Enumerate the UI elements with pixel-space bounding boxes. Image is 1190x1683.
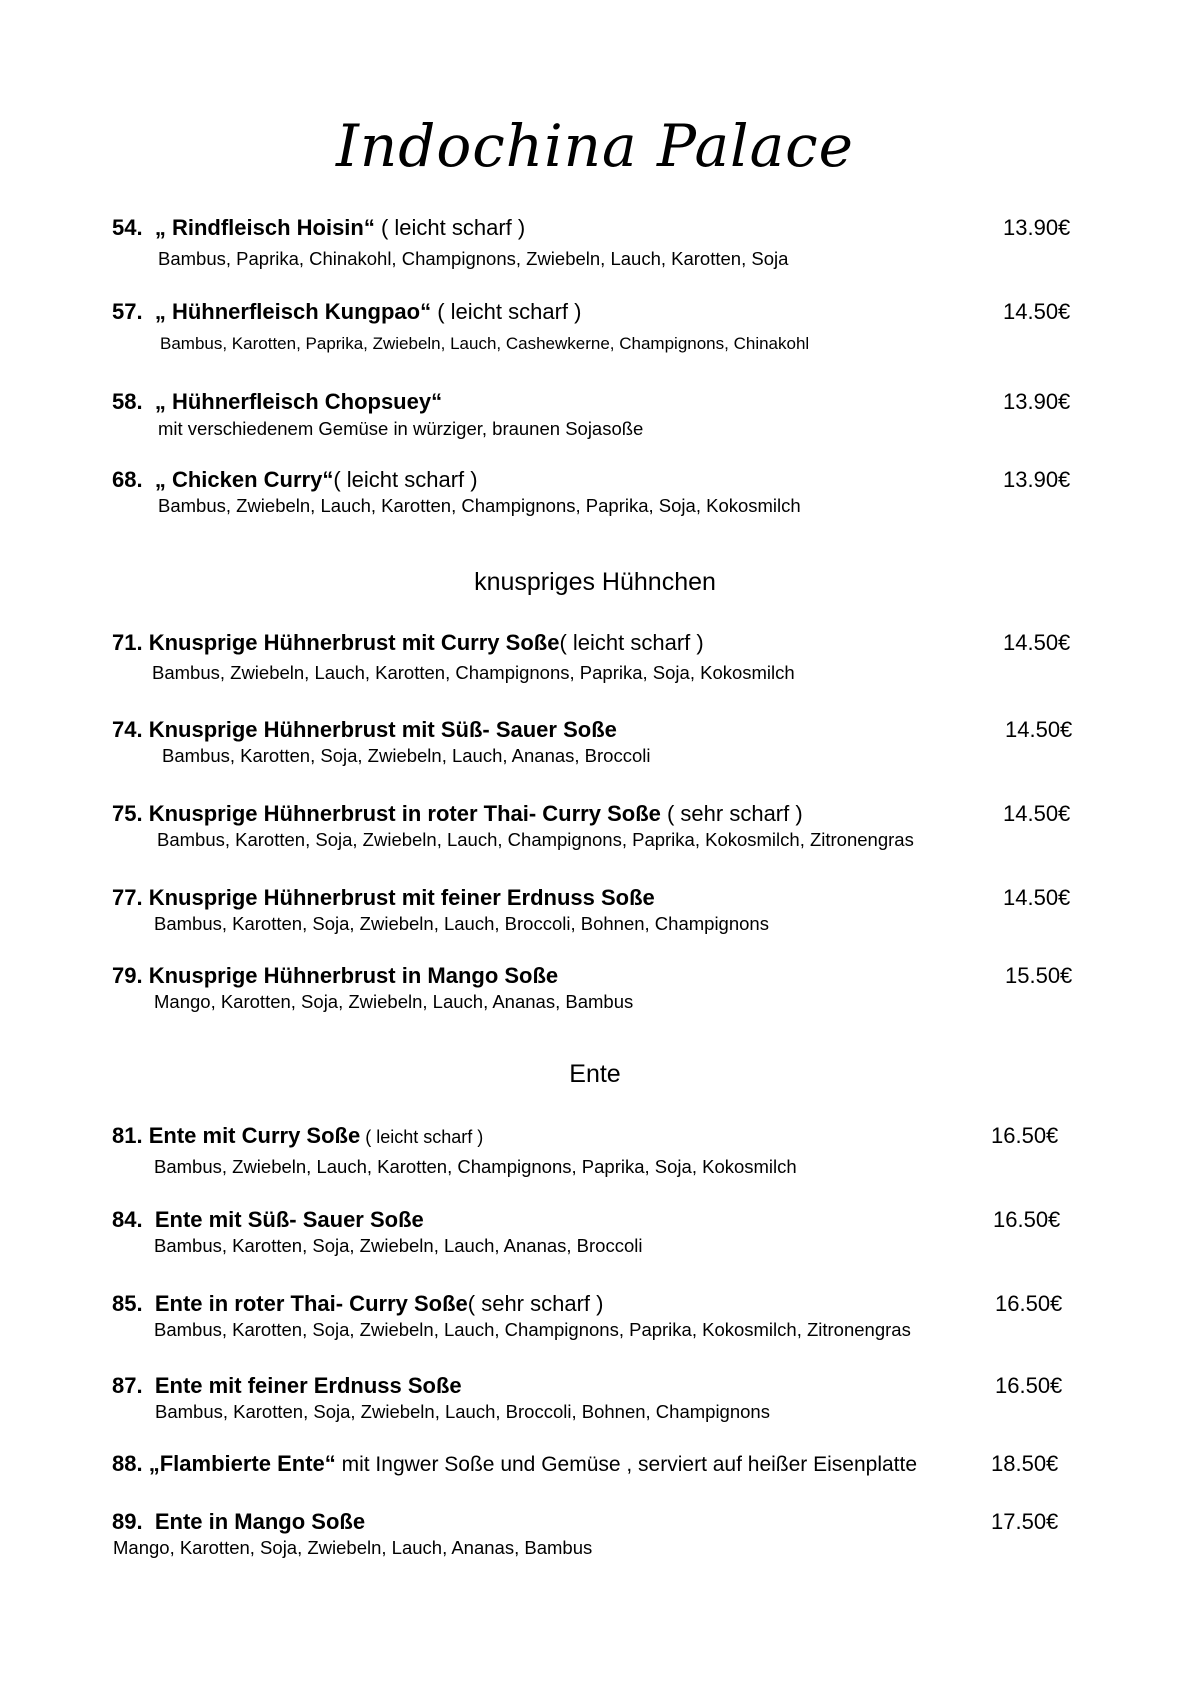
item-price: 13.90€ [1003, 215, 1071, 240]
item-name: Ente in Mango Soße [154, 1509, 366, 1534]
item-title [112, 1291, 603, 1317]
item-note: ( sehr scharf ) [660, 801, 803, 826]
item-description: Bambus, Karotten, Soja, Zwiebeln, Lauch, Ananas, Broccoli [154, 1235, 643, 1256]
item-note: ( sehr scharf ) [467, 1291, 604, 1316]
item-note: ( leicht scharf ) [431, 299, 582, 324]
item-description: Mango, Karotten, Soja, Zwiebeln, Lauch, Ananas, Bambus [154, 991, 634, 1012]
item-name: Knusprige Hühnerbrust in Mango Soße [148, 963, 559, 988]
item-number: 74. [112, 717, 143, 742]
item-title [112, 1123, 483, 1149]
item-note: ( leicht scharf ) [559, 630, 704, 655]
item-number: 88. [112, 1451, 143, 1476]
item-name: „Flambierte Ente“ [148, 1451, 336, 1476]
item-price: 14.50€ [1003, 801, 1071, 826]
item-description: Bambus, Karotten, Soja, Zwiebeln, Lauch, Champignons, Paprika, Kokosmilch, Zitronengras [157, 829, 914, 850]
item-name: „ Hühnerfleisch Chopsuey“ [154, 389, 443, 414]
item-title [112, 885, 655, 911]
item-note: mit Ingwer Soße und Gemüse , serviert auf heißer Eisenplatte [335, 1453, 918, 1476]
section-heading-duck: Ente [569, 1060, 621, 1088]
item-price: 14.50€ [1005, 717, 1073, 742]
item-title [112, 717, 617, 743]
item-name: Knusprige Hühnerbrust in roter Thai- Curry Soße [148, 801, 661, 826]
item-number: 84. [112, 1207, 143, 1232]
item-number: 81. [112, 1123, 143, 1148]
item-name: Knusprige Hühnerbrust mit feiner Erdnuss Soße [148, 885, 655, 910]
item-description: Bambus, Karotten, Soja, Zwiebeln, Lauch, Ananas, Broccoli [162, 745, 651, 766]
item-title [112, 299, 581, 325]
item-price: 14.50€ [1003, 299, 1071, 324]
item-description: Bambus, Karotten, Soja, Zwiebeln, Lauch, Broccoli, Bohnen, Champignons [155, 1401, 770, 1422]
item-name: Ente mit feiner Erdnuss Soße [154, 1373, 462, 1398]
item-number: 58. [112, 389, 143, 414]
item-title [112, 467, 478, 493]
item-price: 14.50€ [1003, 885, 1071, 910]
item-number: 68. [112, 467, 143, 492]
item-price: 17.50€ [991, 1509, 1059, 1534]
item-description: Bambus, Karotten, Paprika, Zwiebeln, Lauch, Cashewkerne, Champignons, Chinakohl [160, 334, 810, 353]
item-title [112, 1509, 365, 1535]
item-description: Mango, Karotten, Soja, Zwiebeln, Lauch, Ananas, Bambus [113, 1537, 593, 1558]
item-title [112, 1373, 462, 1399]
item-title [112, 215, 525, 241]
item-price: 16.50€ [991, 1123, 1059, 1148]
item-title [112, 963, 558, 989]
item-name: „ Hühnerfleisch Kungpao“ [154, 299, 432, 324]
item-title [112, 630, 704, 656]
item-description: Bambus, Karotten, Soja, Zwiebeln, Lauch, Broccoli, Bohnen, Champignons [154, 913, 769, 934]
item-note: ( leicht scharf ) [374, 215, 526, 240]
item-description: mit verschiedenem Gemüse in würziger, braunen Sojasoße [158, 418, 644, 439]
item-description: Bambus, Zwiebeln, Lauch, Karotten, Champignons, Paprika, Soja, Kokosmilch [158, 495, 801, 516]
item-name: Ente in roter Thai- Curry Soße [154, 1291, 468, 1316]
item-number: 75. [112, 801, 143, 826]
item-name: „ Chicken Curry“ [154, 467, 334, 492]
restaurant-title: Indochina Palace [335, 112, 854, 180]
item-price: 16.50€ [995, 1373, 1063, 1398]
item-name: Knusprige Hühnerbrust mit Curry Soße [148, 630, 560, 655]
item-title [112, 389, 442, 415]
item-number: 57. [112, 299, 143, 324]
item-description: Bambus, Zwiebeln, Lauch, Karotten, Champignons, Paprika, Soja, Kokosmilch [154, 1156, 797, 1177]
item-price: 16.50€ [995, 1291, 1063, 1316]
item-number: 87. [112, 1373, 143, 1398]
item-name: Ente mit Süß- Sauer Soße [154, 1207, 424, 1232]
item-title [112, 1207, 424, 1233]
item-number: 89. [112, 1509, 143, 1534]
item-name: „ Rindfleisch Hoisin“ [154, 215, 375, 240]
item-number: 77. [112, 885, 143, 910]
item-description: Bambus, Paprika, Chinakohl, Champignons, Zwiebeln, Lauch, Karotten, Soja [158, 248, 789, 269]
item-price: 13.90€ [1003, 389, 1071, 414]
item-number: 85. [112, 1291, 143, 1316]
item-name: Ente mit Curry Soße [148, 1123, 361, 1148]
item-description: Bambus, Karotten, Soja, Zwiebeln, Lauch, Champignons, Paprika, Kokosmilch, Zitronengras [154, 1319, 911, 1340]
item-number: 54. [112, 215, 143, 240]
item-note: ( leicht scharf ) [333, 467, 478, 492]
item-price: 18.50€ [991, 1451, 1059, 1476]
item-title [112, 1451, 917, 1477]
item-title [112, 801, 803, 827]
item-number: 71. [112, 630, 143, 655]
item-price: 15.50€ [1005, 963, 1073, 988]
item-price: 16.50€ [993, 1207, 1061, 1232]
item-price: 14.50€ [1003, 630, 1071, 655]
item-price: 13.90€ [1003, 467, 1071, 492]
item-name: Knusprige Hühnerbrust mit Süß- Sauer Soße [148, 717, 617, 742]
item-description: Bambus, Zwiebeln, Lauch, Karotten, Champignons, Paprika, Soja, Kokosmilch [152, 662, 795, 683]
section-heading-crispy-chicken: knuspriges Hühnchen [474, 568, 716, 596]
item-note: ( leicht scharf ) [360, 1127, 484, 1147]
item-number: 79. [112, 963, 143, 988]
